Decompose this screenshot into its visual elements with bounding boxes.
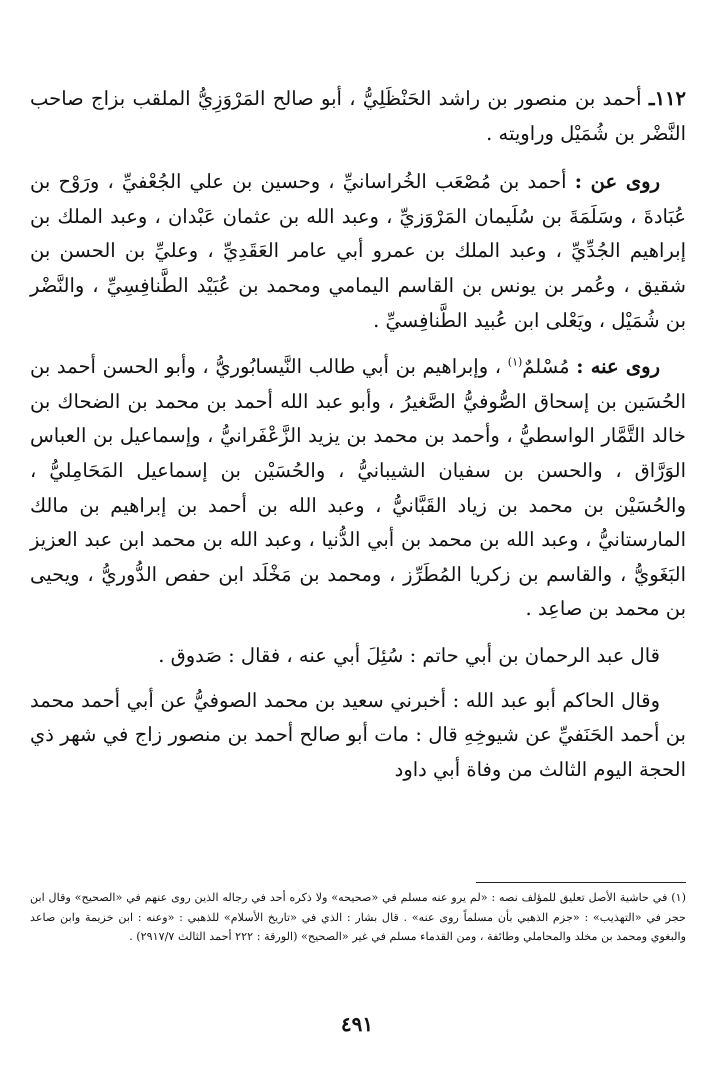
narrated-from-text: أحمد بن مُصْعَب الخُراسانيِّ ، وحسين بن علي الجُعْفيِّ ، ورَوْح بن عُبَادةَ ، وسَلَمَةَ بن سُلَيمان المَرْوَزيِّ ، وعبد الله بن عثمان عَبْدان ، وعبد الملك بن إبراهيم الجُدِّيِّ ، وعبد الملك بن عمرو أبي عامر العَقَدِيِّ ، وعليِّ بن الحسن بن شقيق ، وعُمر بن يونس بن القاسم اليمامي ومحمد بن عُبَيْد الطَّنافِسِيِّ ، والنَّضْر بن شُمَيْل ، ويَعْلى ابن عُبيد الطَّنافِسيِّ .	[30, 170, 686, 332]
hakim-statement: وقال الحاكم أبو عبد الله : أخبرني سعيد بن محمد الصوفيُّ عن أبي أحمد محمد بن أحمد الحَنَفيِّ عن شيوخِهِ قال : مات أبو صالح أحمد بن منصور زاج في شهر ذي الحجة اليوم الثالث من وفاة أبي داود	[30, 688, 686, 781]
footnote: (١) في حاشية الأصل تعليق للمؤلف نصه : «لم يرو عنه مسلم في «صحيحه» ولا ذكره أحد في رجاله الذين روى عنهم في «الصحيح» وقال ابن حجر في «التهذيب» : «جزم الذهبي بأن مسلماً روى عنه» . قال بشار : الذي في «تاريخ الأسلام» للذهبي : «وعنه : ابن خزيمة وابن صاعد والبغوي ومحمد بن مخلد والمحاملي وطائفة ، ومن القدماء مسلم في غير «الصحيح» (الورقة : ٢٢٢ أحمد الثالث ٢٩١٧/٧) .	[30, 891, 686, 943]
narrated-from-section	[30, 165, 686, 338]
footnote-reference: (١)	[507, 355, 523, 369]
page-number: ٤٩١	[340, 1012, 374, 1036]
entry-heading-text: أحمد بن منصور بن راشد الحَنْظَلِيُّ ، أبو صالح المَرْوَزِيُّ الملقب بزاج صاحب النَّضْر بن شُمَيْل وراويته .	[30, 87, 686, 145]
biography-entry-heading	[30, 82, 686, 151]
narrated-by-label: روى عنه :	[576, 355, 661, 379]
narrator-muslim: مُسْلمٌ	[522, 355, 570, 379]
footnote-divider	[476, 882, 686, 883]
narrated-by-section	[30, 350, 686, 627]
narrated-from-label: روى عن :	[574, 170, 660, 194]
narrated-by-text: ، وإبراهيم بن أبي طالب النَّيسابُوريُّ ، وأبو الحسن أحمد بن الحُسَين بن إسحاق الصُّوفيُّ الصَّغيرُ ، وأبو عبد الله أحمد بن محمد بن الضحاك بن خالد التَّمَّار الواسطيُّ ، وأحمد بن محمد بن يزيد الزَّعْفَرانيُّ ، وإسماعيل بن العباس الوَرَّاق ، والحسن بن سفيان الشيبانيُّ ، والحُسَيْن بن إسماعيل المَحَامِليُّ ، والحُسَيْن بن محمد بن زياد القَبَّانيُّ ، وعبد الله بن أحمد بن إبراهيم بن مالك المارستانيُّ ، وعبد الله بن محمد بن أبي الدُّنيا ، وعبد الله بن محمد ابن عبد العزيز البَغَويُّ ، والقاسم بن زكريا المُطَرِّز ، ومحمد بن مَخْلَد ابن حفص الدُّوريُّ ، ويحيى بن محمد بن صاعِد .	[30, 355, 686, 621]
abi-hatim-statement: قال عبد الرحمان بن أبي حاتم : سُئِلَ أبي عنه ، فقال : صَدوق .	[158, 643, 660, 667]
entry-number: ١١٢ـ	[648, 87, 686, 110]
